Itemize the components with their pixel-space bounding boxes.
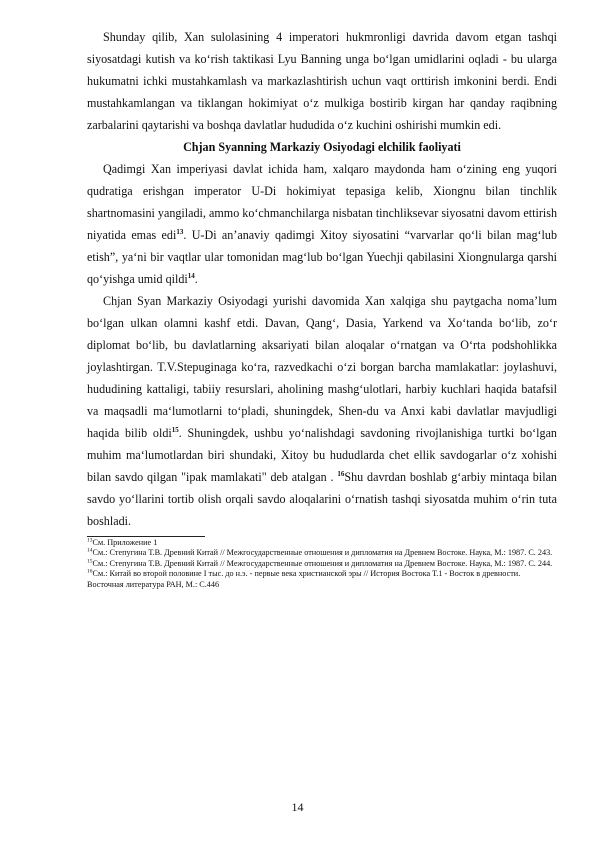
paragraph-1-text: Shunday qilib, Xan sulolasining 4 imperatori hukmronligi davrida davom etgan tashqi siyosatdagi kutish va ko‘rish taktikasi Lyu Banning unga bo‘lgan umidlarini oqladi - bu ularga hukumatni ichki mustahkamlash va markazlashtirish uchun vaqt orttirish imkonini berdi. Endi mustahkamlangan va tiklangan hokimiyat o‘z mulkiga bostirib kirgan har qanday raqibning zarbalarini qaytarishi va boshqa davlatlar hududida o‘z kuchini oshirishi mumkin edi. [87, 30, 557, 132]
footnotes [87, 538, 557, 590]
footnote-number: 13 [87, 537, 93, 544]
paragraph-3-text-b: . Shuningdek, ushbu yo‘nalishdagi savdoning rivojlanishiga turtki bo‘lgan muhim ma‘lumotlardan biri shundaki, Xitoy bu hududlarda chet ellik savdogarlar o‘z xohishi bilan savdo qilgan "ipak mamlakati" deb atalgan . [87, 426, 557, 484]
footnote-text: См. Приложение 1 [92, 538, 158, 547]
paragraph-2-text-b: . U-Di an’anaviy qadimgi Xitoy siyosatini “varvarlar qo‘li bilan mag‘lub etish”, ya‘ni bir vaqtlar ular tomonidan mag‘lub bo‘lgan Yuechji qabilasini Xiongnularga qarshi qo‘yishga umid qildi [87, 228, 557, 286]
paragraph-2-text-c: . [194, 272, 198, 286]
paragraph-1 [87, 26, 557, 136]
footnote-text: См.: Китай во второй половине I тыс. до н.э. - первые века христианской эры // История Востока Т.1 - Восток в древности. Восточная литература РАН, М.: С.446 [87, 569, 521, 589]
footnote-divider [87, 536, 205, 537]
paragraph-2-text-a: Qadimgi Xan imperiyasi davlat ichida ham, xalqaro maydonda ham o‘zining eng yuqori qudratiga erishgan imperator U-Di hokimiyat tepasiga kelib, Xiongnu bilan tinchlik shartnomasini yangiladi, ammo ko‘chmanchilarga nisbatan tinchliksevar siyosatni davom ettirish niyatida emas edi [87, 162, 557, 242]
section-heading: Chjan Syanning Markaziy Osiyodagi elchilik faoliyati [183, 140, 461, 154]
footnote-ref-14[interactable]: 14 [187, 271, 195, 280]
footnote-ref-13[interactable]: 13 [176, 227, 184, 236]
paragraph-3-text-a: Chjan Syan Markaziy Osiyodagi yurishi davomida Xan xalqiga shu paytgacha noma’lum bo‘lgan ulkan olamni kashf etdi. Davan, Qang‘, Dasia, Yarkend va Xo‘tanda bo‘lib, zo‘r diplomat bo‘lib, bu davlatlarning aksariyati bilan aloqalar o‘rnatgan va O‘rta podshohlikka joylashtirgan. T.V.Stepuginaga ko‘ra, razvedkachi o‘zi borgan barcha mamlakatlar: joylashuvi, hududining kattaligi, tabiiy resurslari, aholining mashg‘ulotlari, harbiy kuchlari haqida batafsil va maqsadli ma‘lumotlarni to‘pladi, shuningdek, Shen-du va Anxi kabi davlatlar mavjudligi haqida bilib oldi [87, 294, 557, 440]
paragraph-2 [87, 158, 557, 290]
paragraph-3-text-c: Shu davrdan boshlab g‘arbiy mintaqa bilan savdo yo‘llarini tortib olish orqali savdo aloqalarini o‘rnatish tashqi siyosatda muhim o‘rin tuta boshladi. [87, 470, 557, 528]
footnote-text: См.: Степугина Т.В. Древний Китай // Межгосударственные отношения и дипломатия на Древнем Востоке. Наука, М.: 1987. С. 243. [92, 548, 553, 558]
footnote-13 [87, 538, 557, 548]
paragraph-3 [87, 290, 557, 532]
footnote-number: 14 [87, 547, 93, 554]
footnote-15 [87, 559, 557, 569]
footnote-16 [87, 569, 557, 590]
footnote-number: 16 [87, 568, 93, 575]
footnote-ref-15[interactable]: 15 [171, 425, 179, 434]
footnote-ref-16[interactable]: 16 [337, 469, 345, 478]
footnote-text: См.: Степугина Т.В. Древний Китай // Межгосударственные отношения и дипломатия на Древнем Востоке. Наука, М.: 1987. С. 244. [92, 558, 553, 568]
document-page [87, 26, 557, 590]
footnote-14 [87, 548, 557, 558]
footnote-number: 15 [87, 558, 93, 565]
page-number: 14 [291, 800, 304, 814]
